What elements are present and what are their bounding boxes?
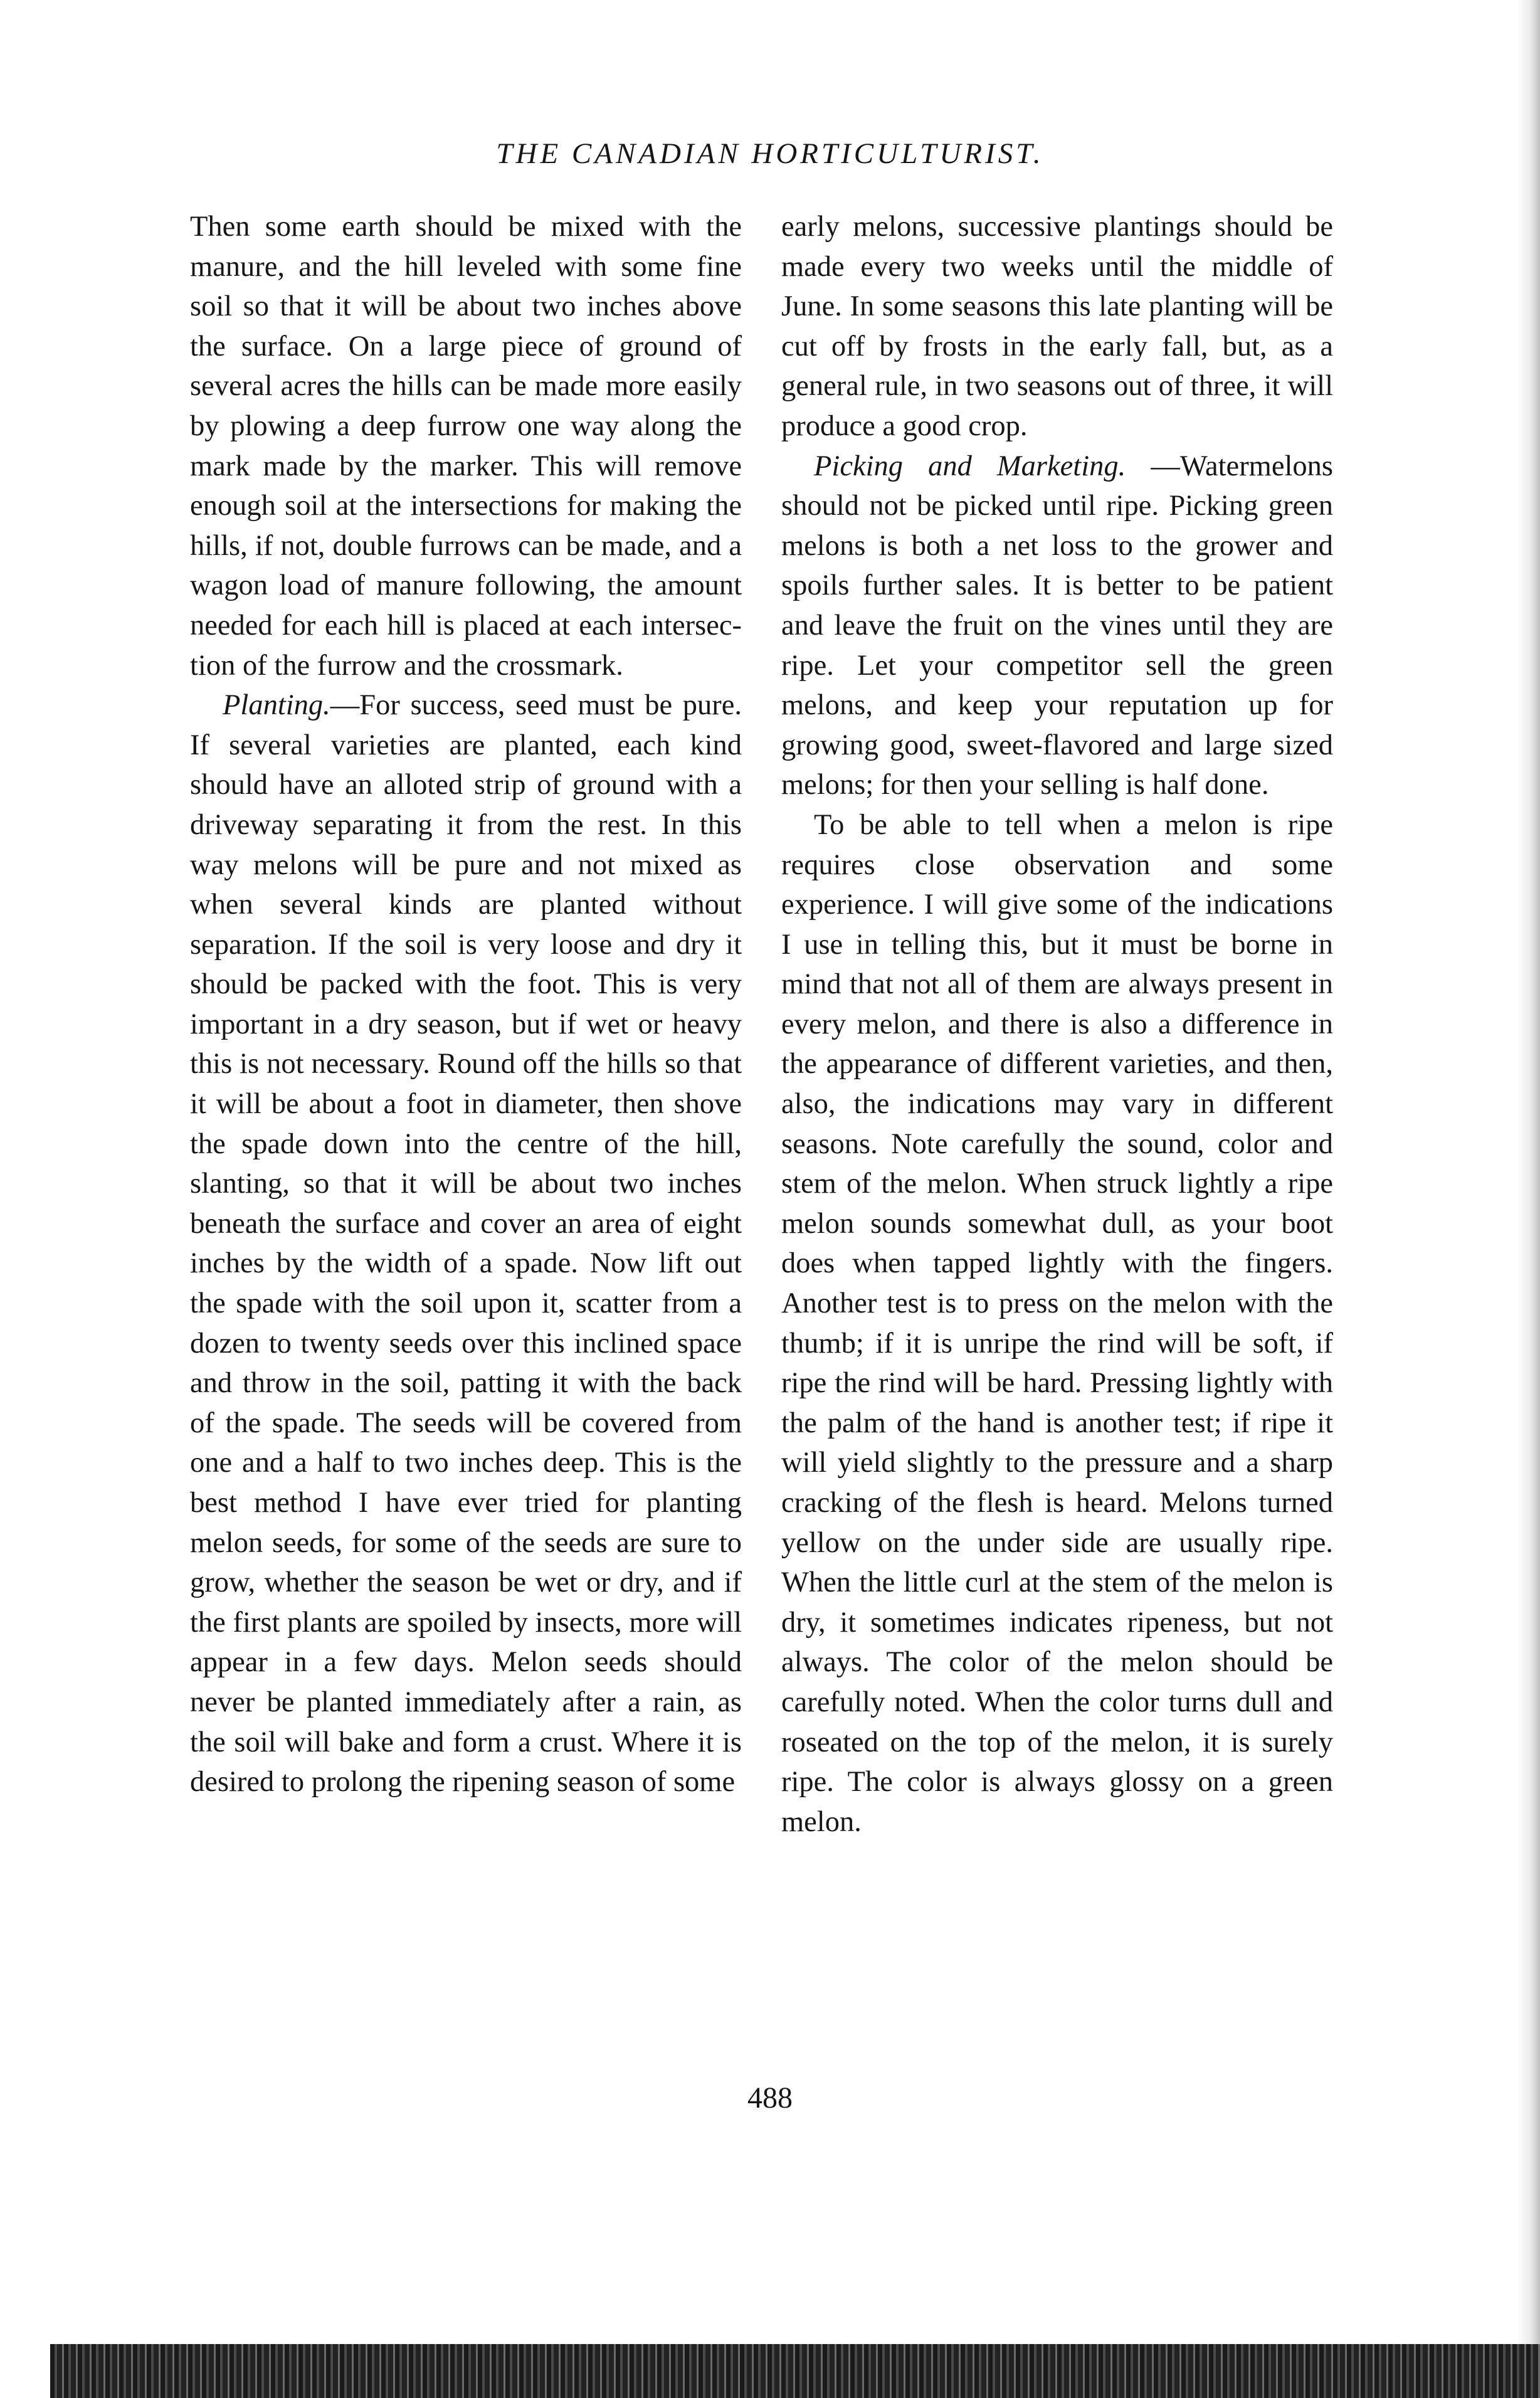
paragraph-planting	[190, 685, 742, 1802]
right-column	[781, 207, 1333, 1842]
running-header: THE CANADIAN HORTICULTURIST.	[496, 137, 1044, 170]
paragraph-picking-marketing-text: —Watermelons should not be picked until ripe. Picking green melons is both a net loss to the grower and spoils further sales. It is better to be patient and leave the fruit on the vines until they are ripe. Let your competitor sell the green melons, and keep your reputation up for growing good, sweet-flavored and large sized melons; for then your selling is half done.	[781, 450, 1333, 801]
paragraph-picking-marketing	[781, 446, 1333, 805]
paragraph-planting-text: —For success, seed must be pure. If several varieties are planted, each kind should have an alloted strip of ground with a driveway separating it from the rest. In this way melons will be pure and not mixed as when several kinds are planted without separation. If the soil is very loose and dry it should be packed with the foot. This is very important in a dry season, but if wet or heavy this is not necessary. Round off the hills so that it will be about a foot in diameter, then shove the spade down into the centre of the hill, slanting, so that it will be about two inches beneath the surface and cover an area of eight inches by the width of a spade. Now lift out the spade with the soil upon it, scatter from a dozen to twenty seeds over this inclined space and throw in the soil, patting it with the back of the spade. The seeds will be covered from one and a half to two inches deep. This is the best method I have ever tried for planting melon seeds, for some of the seeds are sure to grow, whether the season be wet or dry, and if the first plants are spoiled by insects, more will appear in a few days. Melon seeds should never be planted immediately after a rain, as the soil will bake and form a crust. Where it is desired to prolong the ripening season of some	[190, 689, 742, 1798]
paragraph-successive-plantings: early melons, successive plantings should be made every two weeks until the middle of June. In some seasons this late planting will be cut off by frosts in the early fall, but, as a general rule, in two seasons out of three, it will produce a good crop.	[781, 211, 1333, 442]
page-number: 488	[747, 2081, 793, 2115]
section-title-planting: Planting.	[223, 689, 330, 722]
paragraph-manure-hills: Then some earth should be mixed with the manure, and the hill leveled with some fine soil so that it will be about two inches above the surface. On a large piece of ground of several acres the hills can be made more easily by plowing a deep furrow one way along the mark made by the marker. This will remove enough soil at the intersections for making the hills, if not, double furrows can be made, and a wagon load of manure following, the amount needed for each hill is placed at each intersection of the furrow and the crossmark.	[190, 211, 742, 682]
section-title-picking-marketing: Picking and Marketing.	[814, 450, 1126, 482]
scan-edge-shadow	[1516, 0, 1540, 2398]
scan-artifact-strip	[50, 2344, 1540, 2398]
paragraph-ripeness-indications: To be able to tell when a melon is ripe requires close observation and some experience. I will give some of the indications I use in telling this, but it must be borne in mind that not all of them are always present in every melon, and there is also a difference in the appearance of different varieties, and then, also, the indications may vary in different seasons. Note carefully the sound, color and stem of the melon. When struck lightly a ripe melon sounds somewhat dull, as your boot does when tapped lightly with the fingers. Another test is to press on the melon with the thumb; if it is unripe the rind will be soft, if ripe the rind will be hard. Pressing lightly with the palm of the hand is another test; if ripe it will yield slightly to the pressure and a sharp cracking of the flesh is heard. Melons turned yellow on the under side are usually ripe. When the little curl at the stem of the melon is dry, it sometimes indicates ripeness, but not always. The color of the melon should be carefully noted. When the color turns dull and roseated on the top of the melon, it is surely ripe. The color is always glossy on a green melon.	[781, 808, 1333, 1838]
left-column	[190, 207, 742, 1802]
